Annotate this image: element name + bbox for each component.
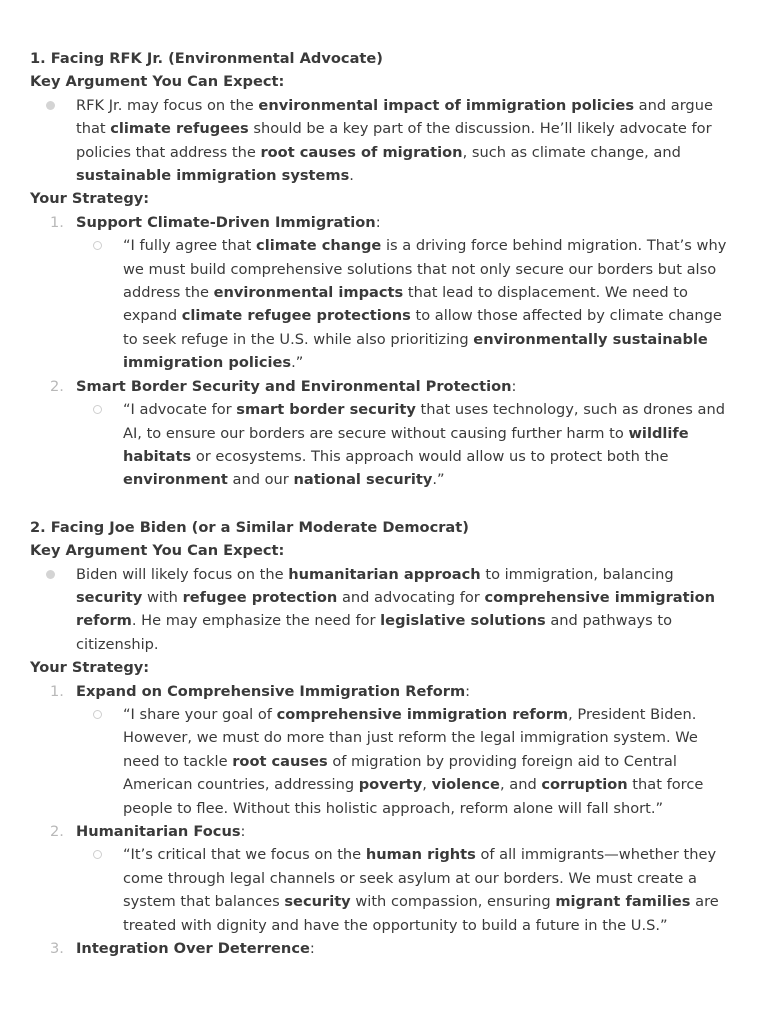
bold-text: national security: [293, 471, 433, 489]
bold-text: climate refugees: [110, 120, 249, 138]
text-run: . He may emphasize the need for: [131, 612, 381, 630]
bold-text: smart border security: [236, 401, 416, 419]
text-run: of all immigrants—whether they come through legal channels or seek asylum at our borders. We must create a system that balances: [123, 846, 717, 911]
section-1: [30, 47, 738, 492]
strategy-colon: :: [240, 823, 246, 840]
strategy-quote: [30, 234, 738, 374]
text-run: to allow those affected by climate change to seek refuge in the U.S. while also prioritizing: [123, 307, 722, 348]
text-run: “It’s critical that we focus on the: [123, 846, 366, 864]
strategy-label: Your Strategy:: [30, 190, 150, 208]
text-run: of migration by providing foreign aid to Central American countries, addressing: [123, 752, 677, 794]
strategy-quote: [30, 398, 738, 492]
section-title: 1. Facing RFK Jr. (Environmental Advocate): [30, 50, 383, 67]
strategy-title: Expand on Comprehensive Immigration Reform: [76, 682, 466, 700]
list-number: 2.: [50, 823, 64, 840]
strategy-colon: :: [309, 940, 315, 958]
bold-text: environmental impact of immigration policies: [258, 96, 635, 114]
bold-text: environment: [123, 471, 228, 489]
bullet-circle-icon: [93, 710, 102, 719]
text-run: , such as climate change, and: [462, 143, 681, 161]
bullet-circle-icon: [93, 241, 102, 250]
bold-text: climate refugee protections: [181, 307, 411, 325]
strategy-item: [30, 680, 738, 703]
text-run: with: [142, 588, 183, 606]
text-run: and argue that: [76, 96, 713, 138]
text-run: with compassion, ensuring: [350, 893, 556, 911]
list-number: 1.: [50, 682, 64, 700]
text-run: and pathways to citizenship.: [76, 612, 673, 653]
strategy-item: [30, 211, 738, 234]
strategy-item: [30, 937, 738, 960]
key-argument-item: [30, 94, 738, 188]
strategy-quote: [30, 843, 738, 937]
list-number: 3.: [50, 940, 64, 958]
text-run: to immigration, balancing: [480, 565, 674, 583]
text-run: that force people to flee. Without this holistic approach, reform alone will fall short.”: [123, 776, 704, 817]
text-run: .: [349, 167, 354, 185]
bold-text: refugee protection: [182, 588, 338, 606]
strategy-quote: [30, 703, 738, 820]
bold-text: comprehensive immigration reform: [76, 588, 716, 630]
text-run: should be a key part of the discussion. He’ll likely advocate for policies that address the: [76, 120, 712, 161]
list-number: 1.: [50, 213, 64, 231]
bullet-circle-icon: [93, 405, 102, 414]
text-run: that lead to displacement. We need to expand: [123, 284, 688, 325]
strategy-item: [30, 820, 738, 843]
key-argument-label: Key Argument You Can Expect:: [30, 542, 285, 560]
bold-text: poverty: [358, 776, 423, 794]
text-run: are treated with dignity and have the opportunity to build a future in the U.S.”: [123, 893, 719, 934]
bold-text: security: [284, 893, 351, 911]
strategy-label: Your Strategy:: [30, 659, 150, 677]
bold-text: environmentally sustainable immigration policies: [123, 330, 708, 372]
key-argument-label: Key Argument You Can Expect:: [30, 73, 285, 91]
bold-text: legislative solutions: [380, 612, 546, 630]
bold-text: root causes: [232, 752, 328, 770]
text-run: and advocating for: [337, 588, 485, 606]
bold-text: corruption: [541, 776, 628, 794]
text-run: “I fully agree that: [123, 237, 257, 255]
key-argument-item: [30, 563, 738, 657]
strategy-item: [30, 375, 738, 398]
list-number: 2.: [50, 377, 64, 395]
bold-text: security: [76, 588, 143, 606]
text-run: .”: [291, 354, 304, 372]
strategy-title: Integration Over Deterrence: [76, 940, 310, 958]
bullet-circle-icon: [93, 850, 102, 859]
bullet-disc-icon: [46, 101, 55, 110]
strategy-title: Support Climate-Driven Immigration: [76, 213, 376, 231]
text-run: is a driving force behind migration. That’s why we must build comprehensive solutions that not only secure our borders but also address the: [123, 237, 727, 302]
text-run: , President Biden. However, we must do more than just reform the legal immigration system. We need to tackle: [123, 705, 698, 770]
strategy-title: Smart Border Security and Environmental Protection: [76, 377, 512, 395]
text-run: “I share your goal of: [123, 705, 277, 723]
text-run: “I advocate for: [123, 401, 237, 419]
text-run: that uses technology, such as drones and AI, to ensure our borders are secure without causing further harm to: [123, 401, 725, 442]
text-run: RFK Jr. may focus on the: [76, 96, 259, 114]
section-2: [30, 516, 738, 961]
strategy-colon: :: [511, 377, 517, 395]
bold-text: human rights: [365, 846, 476, 864]
bold-text: environmental impacts: [213, 284, 404, 302]
bold-text: sustainable immigration systems: [76, 167, 350, 185]
bullet-disc-icon: [46, 570, 55, 579]
bold-text: root causes of migration: [260, 143, 463, 161]
strategy-title: Humanitarian Focus: [76, 823, 241, 840]
bold-text: wildlife habitats: [123, 424, 689, 465]
text-run: , and: [499, 776, 542, 794]
text-run: Biden will likely focus on the: [76, 565, 289, 583]
strategy-colon: :: [375, 213, 381, 231]
strategy-colon: :: [465, 682, 471, 700]
bold-text: humanitarian approach: [288, 565, 481, 583]
text-run: ,: [422, 776, 432, 794]
bold-text: climate change: [256, 237, 382, 255]
section-title: 2. Facing Joe Biden (or a Similar Moderate Democrat): [30, 518, 469, 536]
bold-text: comprehensive immigration reform: [276, 705, 569, 723]
text-run: or ecosystems. This approach would allow us to protect both the: [191, 447, 669, 465]
bold-text: violence: [431, 776, 500, 794]
bold-text: migrant families: [555, 893, 691, 911]
text-run: .”: [432, 471, 445, 489]
text-run: and our: [227, 471, 294, 489]
